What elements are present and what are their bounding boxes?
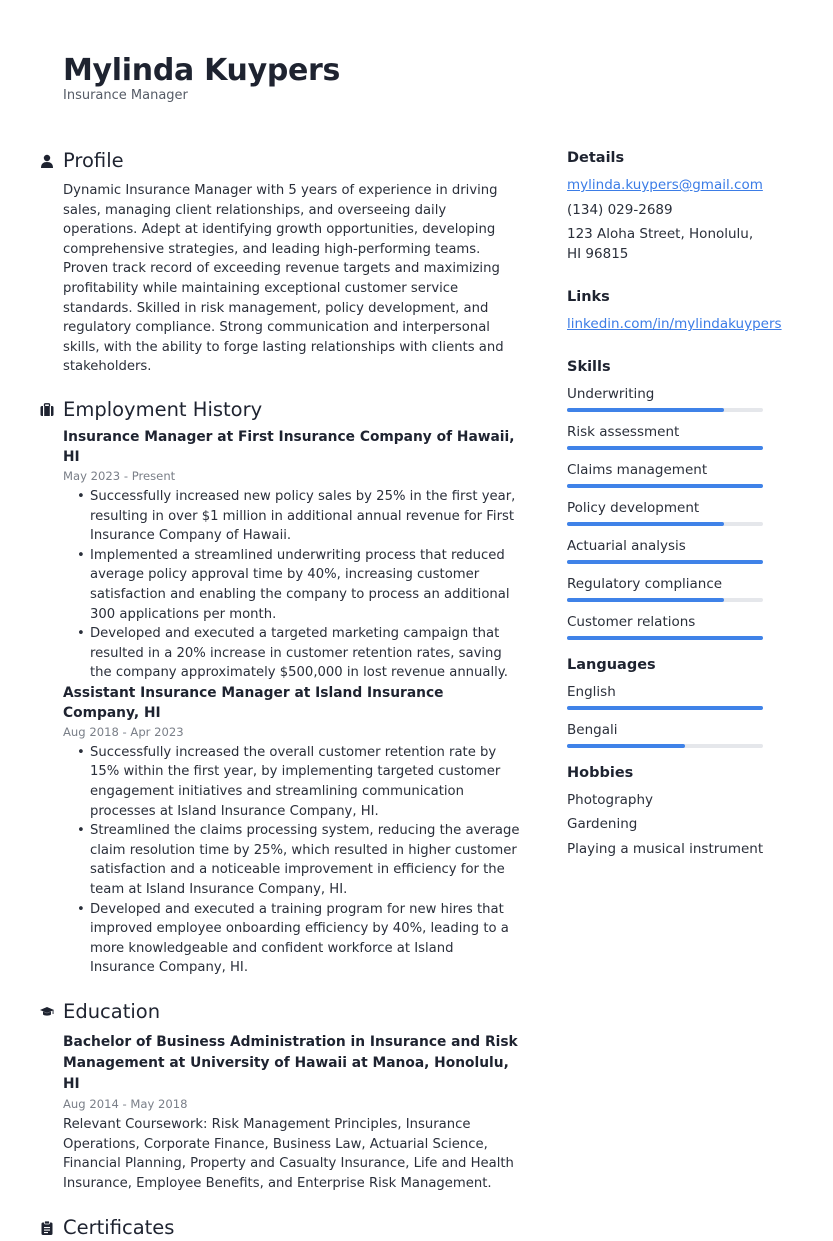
briefcase-icon xyxy=(40,403,54,417)
language-level-fill xyxy=(567,744,685,748)
candidate-role: Insurance Manager xyxy=(63,88,188,103)
candidate-name: Mylinda Kuypers xyxy=(63,53,341,88)
job-dates: Aug 2018 - Apr 2023 xyxy=(63,724,184,739)
skill-item xyxy=(567,459,767,488)
job-title: Insurance Manager at First Insurance Company of Hawaii, HI xyxy=(63,428,515,465)
skills-list xyxy=(567,383,767,640)
job-bullets xyxy=(63,487,520,683)
education-entry xyxy=(40,1032,520,1113)
job-bullet: • Developed and executed a targeted marketing campaign that resulted in a 20% increase in customer retention rates, saving the company approximately $500,000 in lost revenue annually. xyxy=(90,624,520,683)
skill-label: Risk assessment xyxy=(567,423,680,440)
sidebar-column xyxy=(567,148,782,861)
graduation-cap-icon xyxy=(40,1005,54,1019)
clipboard-icon xyxy=(40,1221,54,1235)
skill-item xyxy=(567,611,767,640)
education-dates: Aug 2014 - May 2018 xyxy=(63,1097,188,1111)
skills-section xyxy=(567,357,767,640)
job-dates: May 2023 - Present xyxy=(63,468,176,483)
education-section xyxy=(40,999,520,1193)
language-level-fill xyxy=(567,706,763,710)
skill-level-fill xyxy=(567,408,724,412)
degree-title: Bachelor of Business Administration in Insurance and Risk Management at University of Hawaii at Manoa, Honolulu, HI xyxy=(63,1034,518,1092)
hobby-item: Playing a musical instrument xyxy=(567,840,764,857)
languages-heading: Languages xyxy=(567,656,656,673)
job-bullet: • Implemented a streamlined underwriting process that reduced average policy approval time by 40%, increasing customer satisfaction and enabling the company to process an additional 300 applications per month. xyxy=(90,546,520,624)
skill-label: Regulatory compliance xyxy=(567,575,723,592)
skill-item xyxy=(567,535,767,564)
certificates-section xyxy=(40,1215,520,1241)
job-entry xyxy=(40,427,520,683)
language-level-track xyxy=(567,706,763,710)
languages-section xyxy=(567,655,767,748)
skill-label: Customer relations xyxy=(567,613,696,630)
education-heading: Education xyxy=(40,999,520,1025)
skill-level-fill xyxy=(567,598,724,602)
profile-heading: Profile xyxy=(40,148,520,174)
links-section xyxy=(567,287,782,337)
skill-item xyxy=(567,383,767,412)
hobbies-heading: Hobbies xyxy=(567,764,634,781)
skill-level-track xyxy=(567,484,763,488)
skill-level-fill xyxy=(567,636,763,640)
languages-list xyxy=(567,681,767,748)
linkedin-link[interactable]: linkedin.com/in/mylindakuypers xyxy=(567,316,782,332)
job-title: Assistant Insurance Manager at Island Insurance Company, HI xyxy=(63,684,444,721)
details-section xyxy=(567,148,767,264)
profile-summary: Dynamic Insurance Manager with 5 years of experience in driving sales, managing client relationships, and overseeing daily operations. Adept at identifying growth opportunities, developing comprehensive strategies, and leading high-performing teams. Proven track record of exceeding revenue targets and maximizing profitability while maintaining exceptional customer service standards. Skilled in risk management, policy development, and regulatory compliance. Strong communication and interpersonal skills, with the ability to forge lasting relationships with clients and stakeholders. xyxy=(63,183,504,375)
skill-level-track xyxy=(567,636,763,640)
education-coursework: Relevant Coursework: Risk Management Principles, Insurance Operations, Corporate Finance, Business Law, Actuarial Science, Financial Planning, Property and Casualty Insurance, Life and Health Insurance, Employee Benefits, and Enterprise Risk Management. xyxy=(63,1117,514,1191)
language-label: Bengali xyxy=(567,721,618,738)
skill-item xyxy=(567,421,767,450)
resume-header xyxy=(63,52,340,104)
language-level-track xyxy=(567,744,763,748)
employment-heading: Employment History xyxy=(40,397,520,423)
hobbies-list xyxy=(567,788,767,862)
skill-item xyxy=(567,497,767,526)
details-heading: Details xyxy=(567,150,625,166)
skill-label: Underwriting xyxy=(567,385,655,402)
email-link[interactable]: mylinda.kuypers@gmail.com xyxy=(567,177,763,193)
job-bullet: • Successfully increased the overall customer retention rate by 15% within the first year, by implementing targeted customer engagement initiatives and streamlining communication processes at Island Insurance Company, HI. xyxy=(90,743,520,821)
skill-level-track xyxy=(567,446,763,450)
certificates-heading: Certificates xyxy=(40,1215,520,1241)
hobby-item: Gardening xyxy=(567,816,638,832)
job-bullet: • Successfully increased new policy sales by 25% in the first year, resulting in over $1 million in additional annual revenue for First Insurance Company of Hawaii. xyxy=(90,487,520,546)
language-label: English xyxy=(567,683,616,700)
phone-number: (134) 029-2689 xyxy=(567,201,673,218)
skill-level-fill xyxy=(567,446,763,450)
address: 123 Aloha Street, Honolulu, HI 96815 xyxy=(567,226,754,262)
skill-label: Policy development xyxy=(567,499,700,516)
hobby-item: Photography xyxy=(567,791,654,808)
skill-level-track xyxy=(567,560,763,564)
job-bullet: • Streamlined the claims processing system, reducing the average claim resolution time by 25%, which resulted in higher customer satisfaction and a noticeable improvement in efficiency for the team at Island Insurance Company, HI. xyxy=(90,821,520,899)
language-item xyxy=(567,681,767,710)
job-bullet: • Developed and executed a training program for new hires that improved employee onboarding efficiency by 40%, leading to a more knowledgeable and confident workforce at Island Insurance Company, HI. xyxy=(90,900,520,978)
skill-level-fill xyxy=(567,560,763,564)
employment-section xyxy=(40,397,520,978)
skill-level-track xyxy=(567,408,763,412)
profile-section xyxy=(40,148,520,377)
skill-label: Claims management xyxy=(567,461,708,478)
skill-level-track xyxy=(567,522,763,526)
skill-level-fill xyxy=(567,484,763,488)
person-icon xyxy=(40,154,54,168)
skill-item xyxy=(567,573,767,602)
language-item xyxy=(567,719,767,748)
skill-level-fill xyxy=(567,522,724,526)
job-entry xyxy=(40,683,520,978)
skill-label: Actuarial analysis xyxy=(567,537,686,554)
hobbies-section xyxy=(567,763,767,862)
main-column xyxy=(40,148,520,1241)
job-bullets xyxy=(63,743,520,978)
skills-heading: Skills xyxy=(567,358,611,375)
links-heading: Links xyxy=(567,289,610,305)
skill-level-track xyxy=(567,598,763,602)
